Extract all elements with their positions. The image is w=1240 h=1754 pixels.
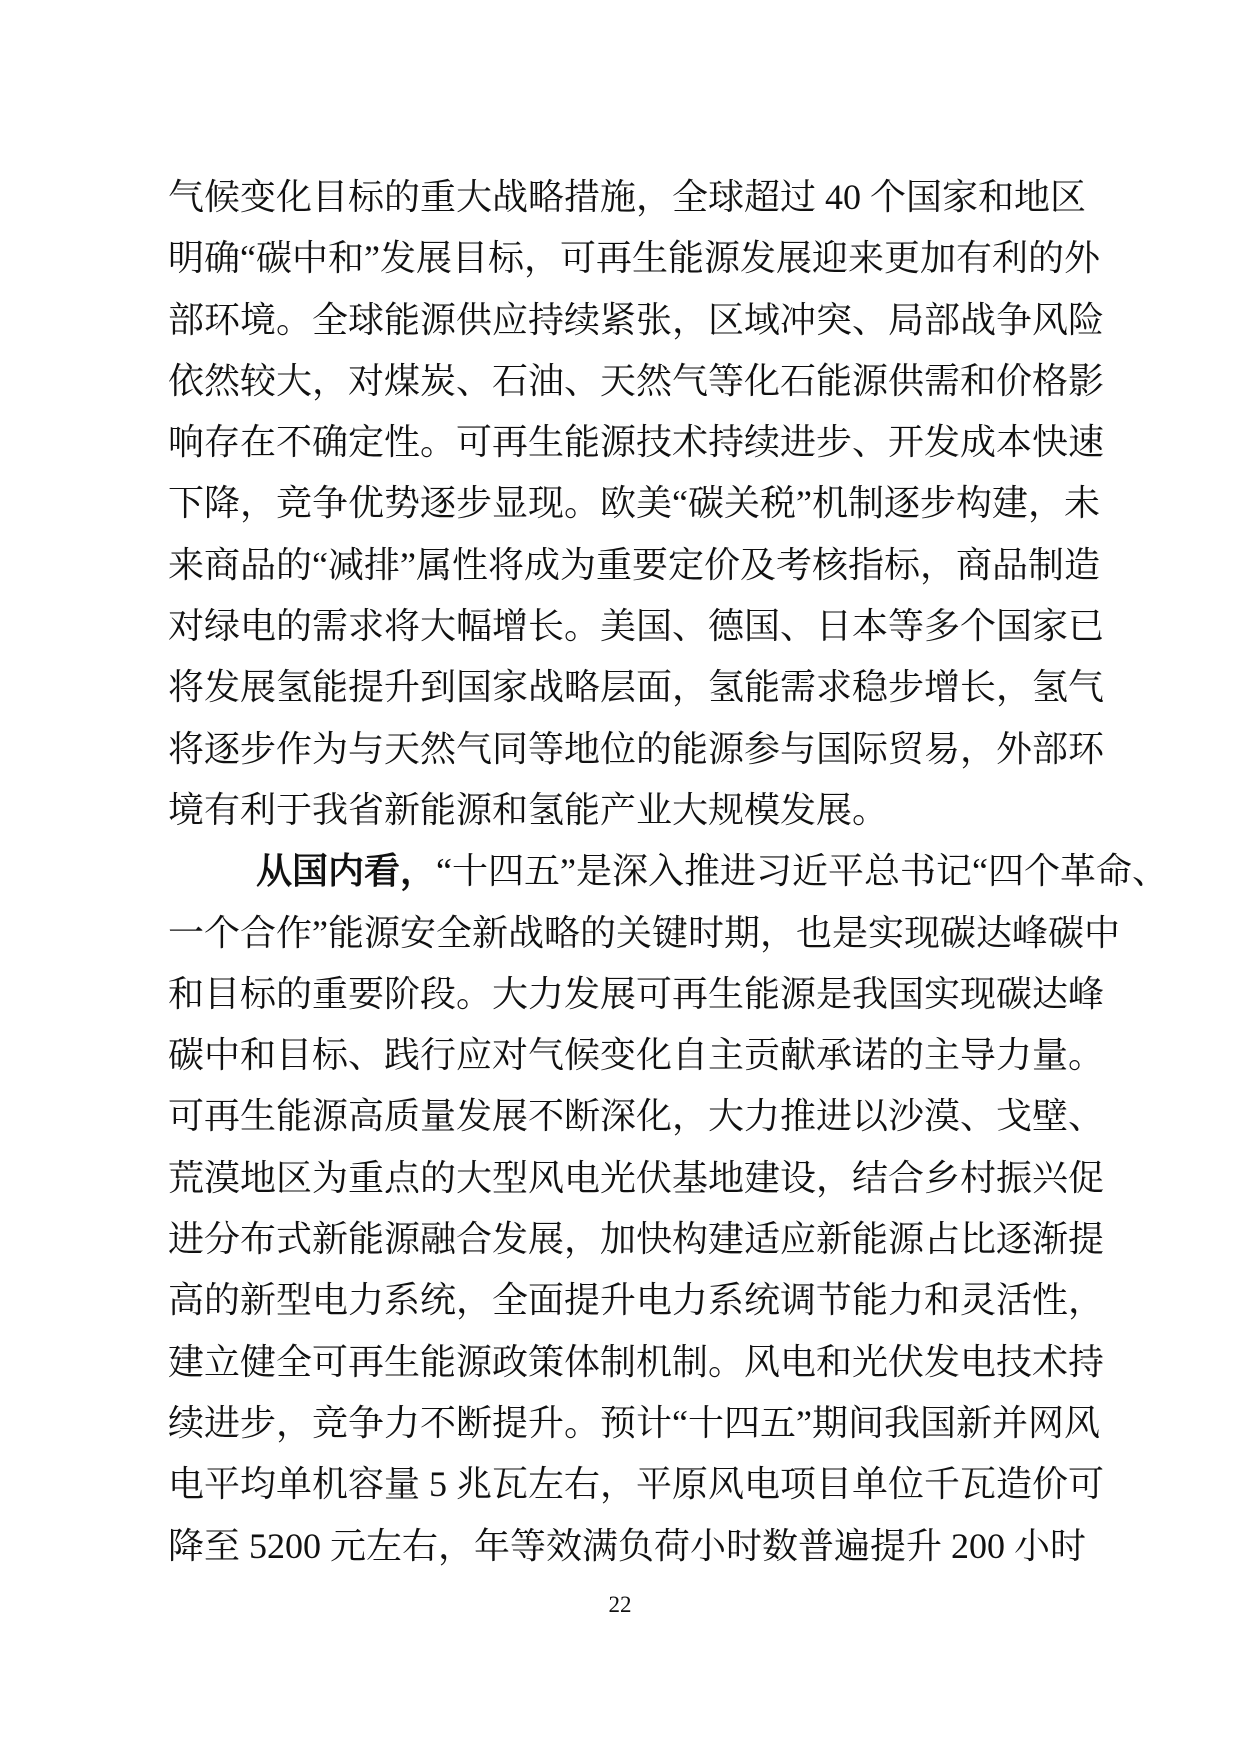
- text-line: 气候变化目标的重大战略措施，全球超过 40 个国家和地区: [168, 177, 1087, 217]
- text-line: 高的新型电力系统，全面提升电力系统调节能力和灵活性，: [168, 1280, 1105, 1321]
- text-line: 响存在不确定性。可再生能源技术持续进步、开发成本快速: [168, 422, 1105, 463]
- text-line: 来商品的“减排”属性将成为重要定价及考核指标，商品制造: [168, 544, 1100, 585]
- text-line: 境有利于我省新能源和氢能产业大规模发展。: [168, 789, 889, 830]
- text-line: 将发展氢能提升到国家战略层面，氢能需求稳步增长，氢气: [168, 667, 1105, 708]
- text-line: 可再生能源高质量发展不断深化，大力推进以沙漠、戈壁、: [168, 1096, 1105, 1137]
- text-line: 对绿电的需求将大幅增长。美国、德国、日本等多个国家已: [168, 606, 1105, 647]
- text-line: 将逐步作为与天然气同等地位的能源参与国际贸易，外部环: [168, 728, 1105, 769]
- text-line: 和目标的重要阶段。大力发展可再生能源是我国实现碳达峰: [168, 973, 1105, 1014]
- text-line: 依然较大，对煤炭、石油、天然气等化石能源供需和价格影: [168, 360, 1105, 401]
- text-line: 降至 5200 元左右，年等效满负荷小时数普遍提升 200 小时: [168, 1525, 1087, 1566]
- text-line: 碳中和目标、践行应对气候变化自主贡献承诺的主导力量。: [168, 1035, 1105, 1076]
- text-line: 一个合作”能源安全新战略的关键时期，也是实现碳达峰碳中: [168, 912, 1120, 953]
- text-line: 明确“碳中和”发展目标，可再生能源发展迎来更加有利的外: [168, 238, 1100, 279]
- text-line: [168, 841, 1168, 902]
- text-line: 进分布式新能源融合发展，加快构建适应新能源占比逐渐提: [168, 1219, 1105, 1260]
- paragraph-lead-bold: 从国内看，: [256, 851, 437, 892]
- text-line: 荒漠地区为重点的大型风电光伏基地建设，结合乡村振兴促: [168, 1157, 1105, 1198]
- text-line: 电平均单机容量 5 兆瓦左右，平原风电项目单位千瓦造价可: [168, 1464, 1105, 1505]
- text-line: 部环境。全球能源供应持续紧张，区域冲突、局部战争风险: [168, 299, 1105, 340]
- text-line: 建立健全可再生能源政策体制机制。风电和光伏发电技术持: [168, 1341, 1105, 1382]
- page-number: 22: [608, 1592, 632, 1617]
- body-text: [168, 167, 1168, 1577]
- text-line: 续进步，竞争力不断提升。预计“十四五”期间我国新并网风: [168, 1402, 1100, 1443]
- text-line: 下降，竞争优势逐步显现。欧美“碳关税”机制逐步构建，未: [168, 483, 1100, 524]
- paragraph-lead-rest: “十四五”是深入推进习近平总书记“四个革命、: [436, 851, 1168, 892]
